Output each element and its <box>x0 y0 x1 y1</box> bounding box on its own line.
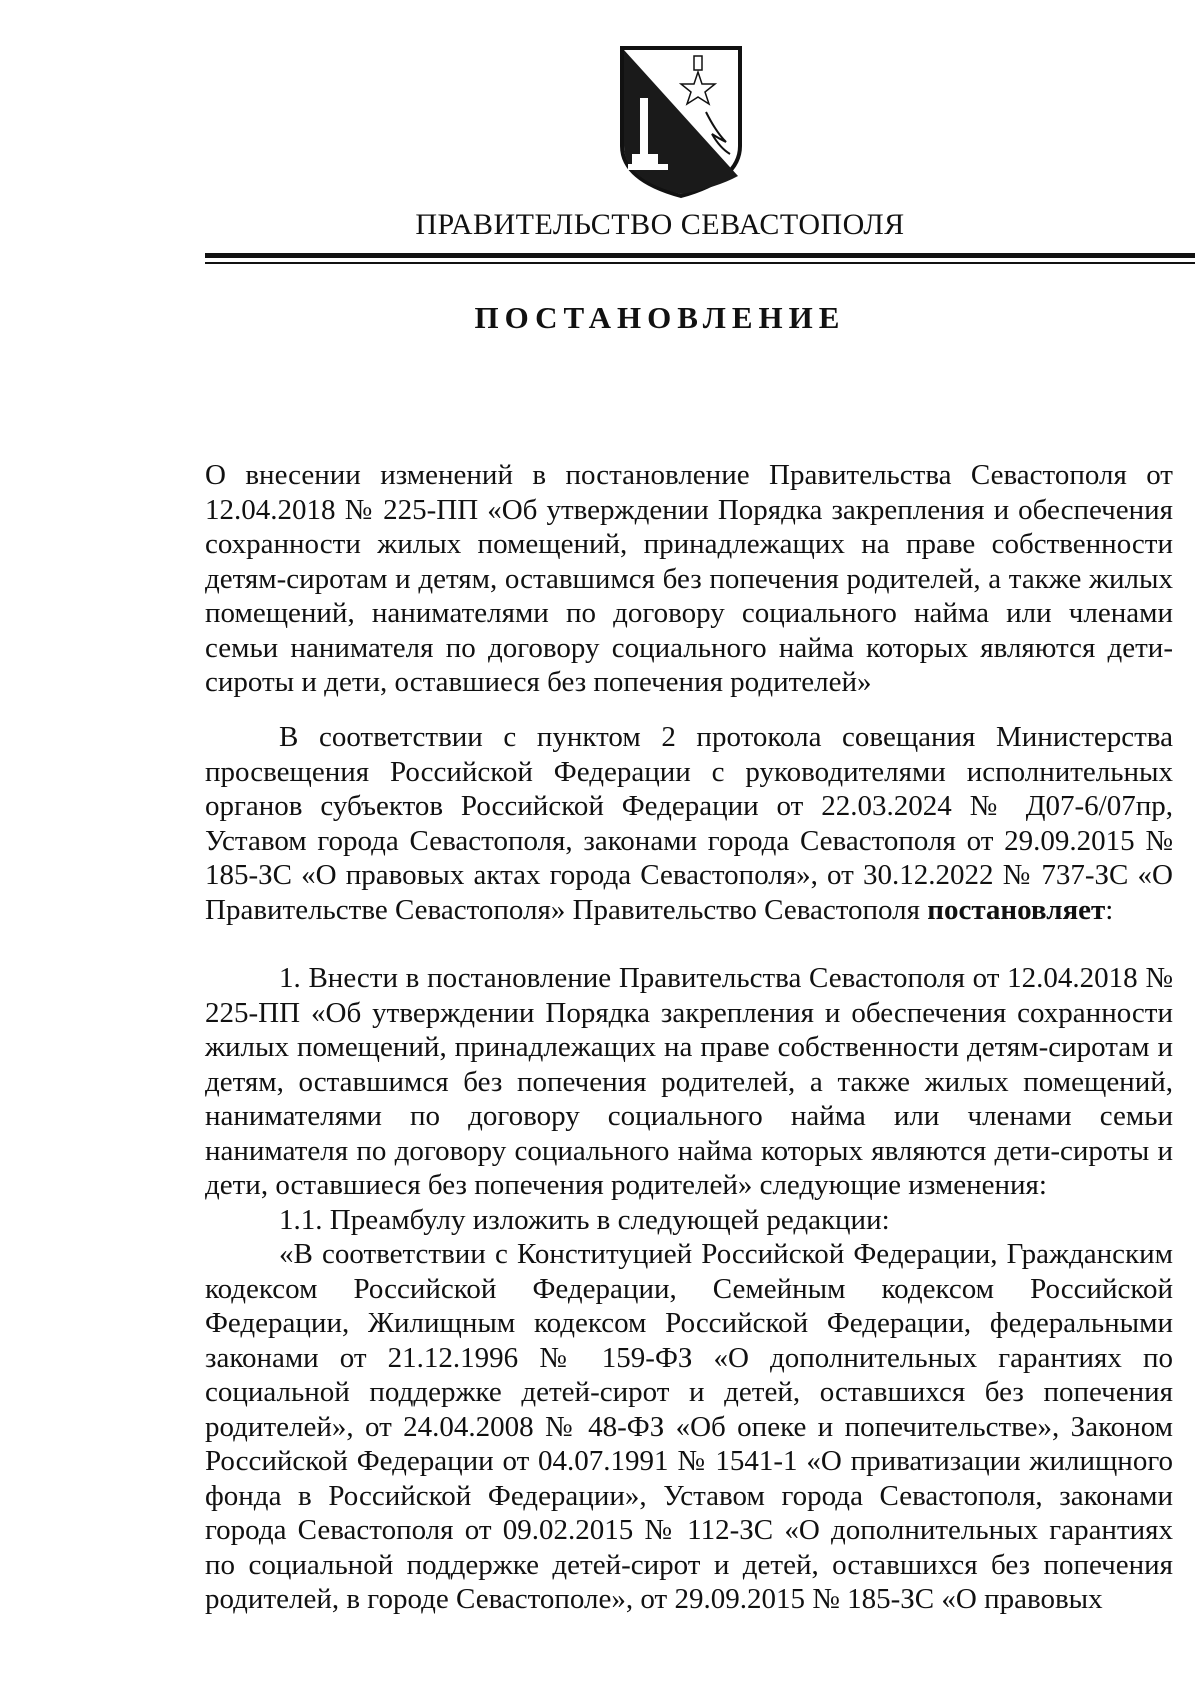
document-type: ПОСТАНОВЛЕНИЕ <box>474 300 846 335</box>
organization-name: ПРАВИТЕЛЬСТВО СЕВАСТОПОЛЯ <box>415 208 905 241</box>
quoted-preamble-paragraph: «В соответствии с Конституцией Российской Федерации, Гражданским кодексом Российской Федерации, Семейным кодексом Российской Федерации, Жилищным кодексом Российской Федерации, федеральными законами от 21.12.1996 № 159-ФЗ «О дополнительных гарантиях по социальной поддержке детей-сирот и детей, оставшихся без попечения родителей», от 24.04.2008 № 48-ФЗ «Об опеке и попечительстве», Законом Российской Федерации от 04.07.1991 № 1541-1 «О приватизации жилищного фонда в Российской Федерации», Уставом города Севастополя, законами города Севастополя от 09.02.2015 № 112-ЗС «О дополнительных гарантиях по социальной поддержке детей-сирот и детей, оставшихся без попечения родителей, в городе Севастополе», от 29.09.2015 № 185-ЗС «О правовых <box>205 1238 1173 1615</box>
preamble-paragraph <box>205 720 1173 927</box>
header-divider-thin <box>205 262 1195 264</box>
preamble-colon: : <box>1105 893 1114 926</box>
sevastopol-coat-of-arms-icon <box>616 42 746 200</box>
decision-word: постановляет <box>927 893 1106 926</box>
item-1-paragraph: 1. Внести в постановление Правительства Севастополя от 12.04.2018 № 225-ПП «Об утверждении Порядка закрепления и обеспечения сохранности жилых помещений, принадлежащих на праве собственности детям-сиротам и детям, оставшимся без попечения родителей, а также жилых помещений, нанимателями по договору социального найма или членами семьи нанимателя по договору социального найма которых являются дети-сироты и дети, оставшиеся без попечения родителей» следующие изменения: <box>205 962 1173 1201</box>
header-divider-thick <box>205 253 1195 258</box>
preamble-text: В соответствии с пунктом 2 протокола совещания Министерства просвещения Российской Федерации с руководителями исполнительных органов субъектов Российской Федерации от 22.03.2024 № Д07-6/07пр, Уставом города Севастополя, законами города Севастополя от 29.09.2015 № 185-ЗС «О правовых актах города Севастополя», от 30.12.2022 № 737-ЗС «О Правительстве Севастополя» Правительство Севастополя <box>205 721 1173 926</box>
item-1-1-paragraph: 1.1. Преамбулу изложить в следующей редакции: <box>279 1203 890 1236</box>
document-title: О внесении изменений в постановление Правительства Севастополя от 12.04.2018 № 225-ПП «Об утверждении Порядка закрепления и обеспечения сохранности жилых помещений, принадлежащих на праве собственности детям-сиротам и детям, оставшимся без попечения родителей, а также жилых помещений, нанимателями по договору социального найма или членами семьи нанимателя по договору социального найма которых являются дети-сироты и дети, оставшиеся без попечения родителей» <box>205 459 1173 698</box>
document-body <box>205 720 1173 1617</box>
